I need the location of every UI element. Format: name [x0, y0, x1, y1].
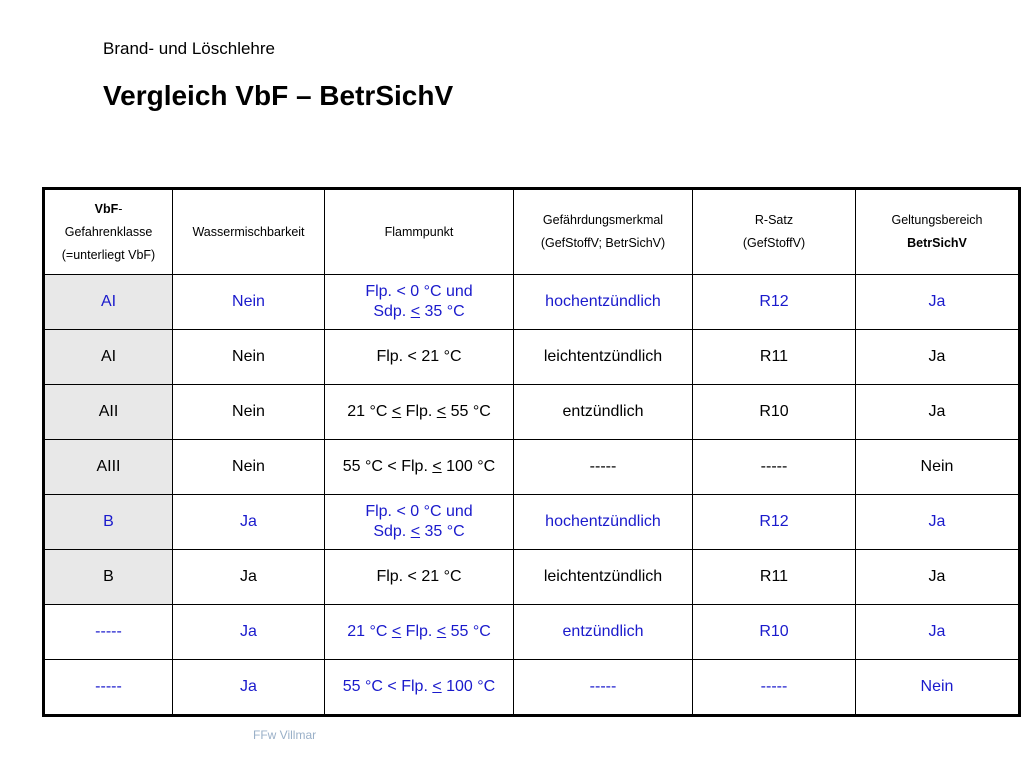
table-row	[44, 275, 1020, 330]
cell-flammpunkt: 21 °C < Flp. < 55 °C	[325, 605, 514, 660]
cell-merkmal: hochentzündlich	[514, 275, 693, 330]
cell-geltung: Nein	[856, 660, 1020, 716]
cell-rsatz: R10	[693, 385, 856, 440]
cell-wasser: Ja	[173, 605, 325, 660]
cell-geltung: Ja	[856, 275, 1020, 330]
cell-klasse: AII	[44, 385, 173, 440]
cell-wasser: Ja	[173, 495, 325, 550]
cell-rsatz: R12	[693, 275, 856, 330]
cell-flammpunkt: Flp. < 0 °C und Sdp. < 35 °C	[325, 495, 514, 550]
cell-merkmal: leichtentzündlich	[514, 550, 693, 605]
table-row	[44, 385, 1020, 440]
cell-geltung: Ja	[856, 495, 1020, 550]
cell-geltung: Ja	[856, 330, 1020, 385]
cell-geltung: Ja	[856, 605, 1020, 660]
cell-klasse: B	[44, 495, 173, 550]
cell-wasser: Ja	[173, 550, 325, 605]
table-row	[44, 605, 1020, 660]
header-cell-geltung: Geltungsbereich BetrSichV	[856, 189, 1020, 275]
cell-flammpunkt: 55 °C < Flp. < 100 °C	[325, 660, 514, 716]
header-cell-rsatz: R-Satz (GefStoffV)	[693, 189, 856, 275]
cell-geltung: Ja	[856, 550, 1020, 605]
cell-rsatz: R10	[693, 605, 856, 660]
comparison-table	[42, 187, 1021, 717]
footer-text: FFw Villmar	[253, 728, 317, 742]
cell-wasser: Nein	[173, 330, 325, 385]
cell-flammpunkt: Flp. < 21 °C	[325, 550, 514, 605]
cell-merkmal: -----	[514, 660, 693, 716]
cell-merkmal: -----	[514, 440, 693, 495]
table-row	[44, 440, 1020, 495]
cell-rsatz: -----	[693, 660, 856, 716]
cell-merkmal: hochentzündlich	[514, 495, 693, 550]
cell-wasser: Nein	[173, 275, 325, 330]
cell-klasse: B	[44, 550, 173, 605]
cell-geltung: Nein	[856, 440, 1020, 495]
cell-klasse: AI	[44, 275, 173, 330]
subtitle: Brand- und Löschlehre	[103, 39, 276, 58]
table-row	[44, 660, 1020, 716]
cell-merkmal: leichtentzündlich	[514, 330, 693, 385]
table-header-row	[44, 189, 1020, 275]
cell-flammpunkt: Flp. < 21 °C	[325, 330, 514, 385]
cell-geltung: Ja	[856, 385, 1020, 440]
header-cell-flammpunkt: Flammpunkt	[325, 189, 514, 275]
cell-klasse: -----	[44, 660, 173, 716]
cell-rsatz: R12	[693, 495, 856, 550]
page-title: Vergleich VbF – BetrSichV	[103, 80, 454, 111]
table-row	[44, 495, 1020, 550]
cell-flammpunkt: 55 °C < Flp. < 100 °C	[325, 440, 514, 495]
cell-wasser: Nein	[173, 440, 325, 495]
cell-rsatz: R11	[693, 550, 856, 605]
cell-wasser: Nein	[173, 385, 325, 440]
header-cell-vbf: VbF- Gefahrenklasse (=unterliegt VbF)	[44, 189, 173, 275]
table-row	[44, 330, 1020, 385]
cell-merkmal: entzündlich	[514, 605, 693, 660]
header-cell-merkmal: Gefährdungsmerkmal (GefStoffV; BetrSichV)	[514, 189, 693, 275]
cell-merkmal: entzündlich	[514, 385, 693, 440]
cell-rsatz: -----	[693, 440, 856, 495]
cell-klasse: AIII	[44, 440, 173, 495]
header-cell-wasser: Wassermischbarkeit	[173, 189, 325, 275]
cell-flammpunkt: Flp. < 0 °C und Sdp. < 35 °C	[325, 275, 514, 330]
table-row	[44, 550, 1020, 605]
cell-klasse: -----	[44, 605, 173, 660]
cell-klasse: AI	[44, 330, 173, 385]
cell-flammpunkt: 21 °C < Flp. < 55 °C	[325, 385, 514, 440]
cell-wasser: Ja	[173, 660, 325, 716]
cell-rsatz: R11	[693, 330, 856, 385]
